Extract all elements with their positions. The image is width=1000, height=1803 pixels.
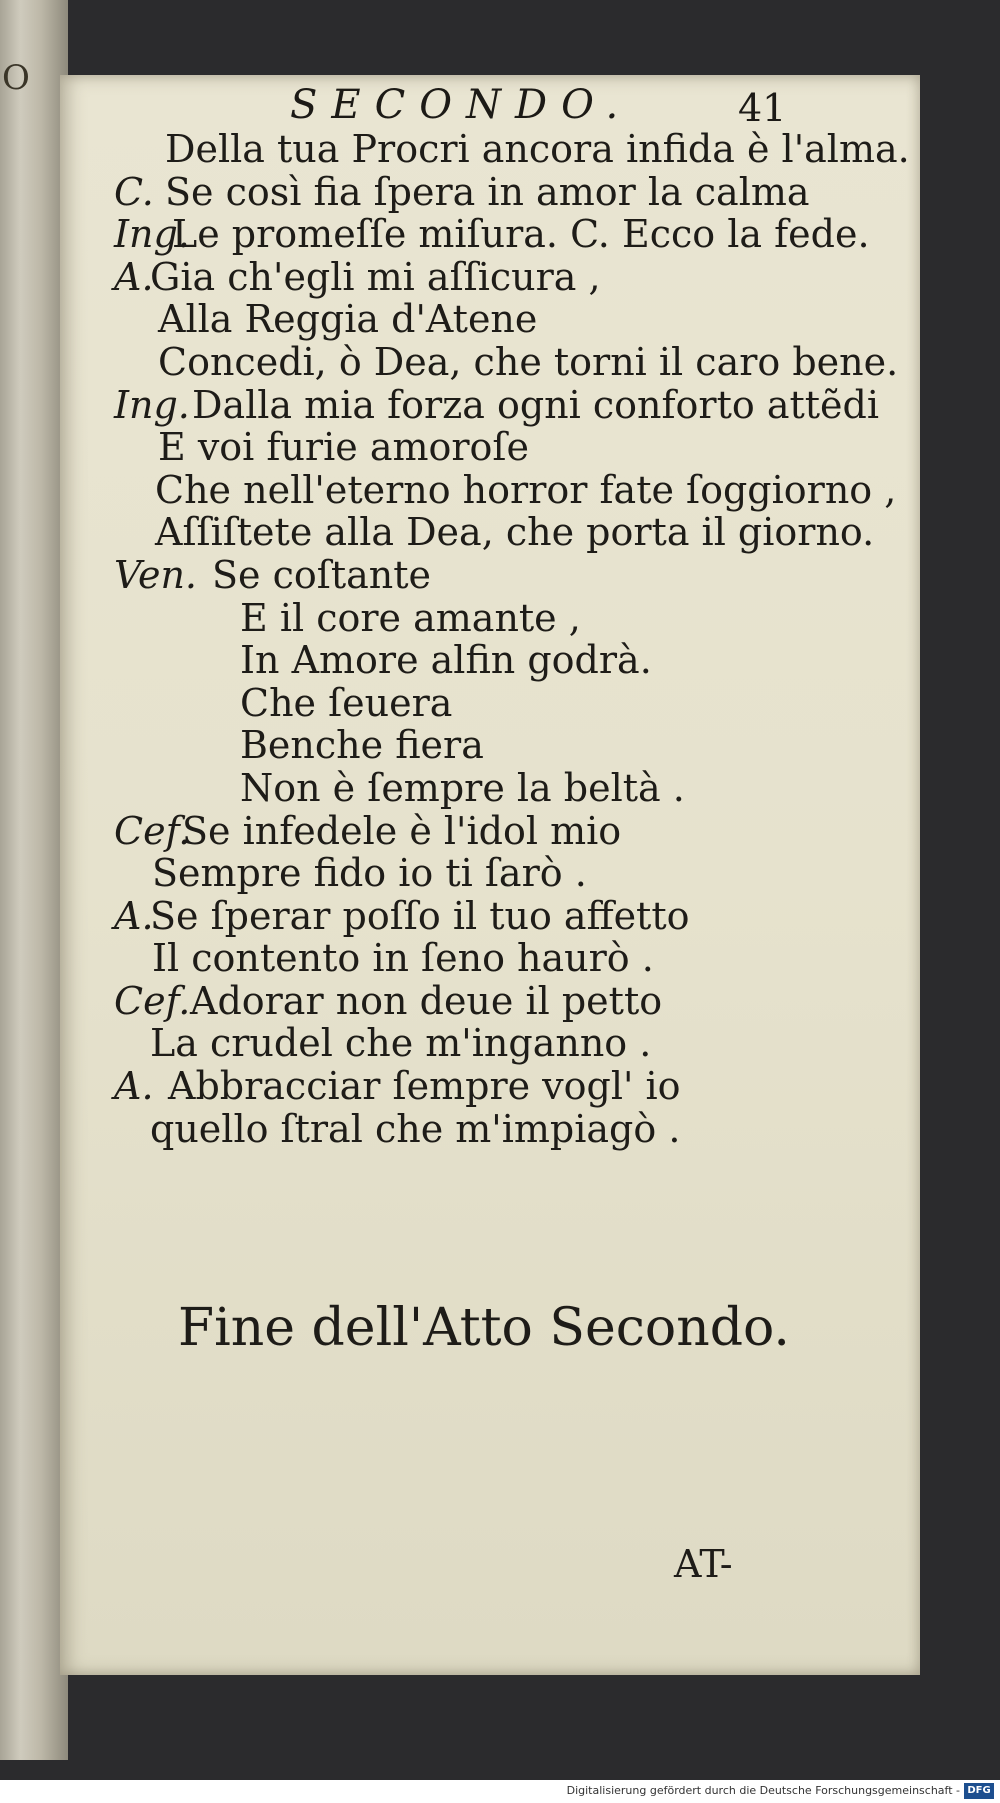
running-head: SECONDO. [290, 82, 633, 128]
verse-text: Che nell'eterno horror fate ſoggiorno , [155, 467, 897, 512]
verse-text: Sempre fido io ti ſarò . [152, 851, 587, 896]
speaker-label: A. [114, 893, 154, 938]
verse-text: Se infedele è l'idol mio [182, 808, 622, 853]
verse-line [0, 341, 900, 384]
verse-line [0, 384, 900, 427]
verse-text: Della tua Procri ancora infida è l'alma. [165, 127, 910, 171]
verse-line [0, 171, 900, 214]
verse-line [0, 1022, 900, 1065]
speaker-label: Cef. [114, 978, 191, 1023]
verse-line [0, 426, 900, 469]
verse-line [0, 298, 900, 341]
verse-line [0, 980, 900, 1023]
verse-text: Dalla mia forza ogni conforto attẽdi [192, 382, 879, 427]
spine-letter: O [2, 58, 30, 98]
verse-line [0, 639, 900, 682]
verse-text: E voi furie amoroſe [158, 425, 529, 470]
verse-line [0, 469, 900, 512]
verse-line [0, 1108, 900, 1151]
speaker-label: Cef. [114, 808, 191, 853]
verse-line [0, 767, 900, 810]
verse-text: Se così fia ſpera in amor la calma [165, 169, 810, 214]
act-end-heading: Fine dell'Atto Secondo. [178, 1298, 790, 1358]
verse-line [0, 1065, 900, 1108]
verse-text: Alla Reggia d'Atene [158, 297, 538, 342]
verse-text: Gia ch'egli mi aſſicura , [150, 254, 601, 299]
verse-text: Adorar non deue il petto [190, 978, 663, 1023]
catchword: AT- [674, 1542, 733, 1586]
speaker-label: C. [114, 169, 154, 214]
verse-text: Se coſtante [212, 552, 431, 597]
verse-line [0, 852, 900, 895]
speaker-label: Ven. [114, 552, 197, 597]
verse-block [0, 127, 910, 1151]
verse-line [0, 724, 900, 767]
verse-text: Le promeſſe miſura. C. Ecco la fede. [172, 212, 870, 257]
verse-text: quello ſtral che m'impiagò . [150, 1106, 681, 1151]
verse-text: E il core amante , [240, 595, 581, 640]
verse-line [0, 597, 900, 640]
verse-text: Non è ſempre la beltà . [240, 765, 685, 810]
verse-text: Che ſeuera [240, 680, 453, 725]
digitization-footer [0, 1780, 1000, 1803]
verse-line [0, 682, 900, 725]
funding-credit: Digitalisierung gefördert durch die Deutsche Forschungsgemeinschaft - [566, 1784, 960, 1797]
verse-text: Il contento in ſeno haurò . [152, 936, 654, 981]
speaker-label: Ing. [114, 382, 190, 427]
page-number: 41 [738, 86, 787, 130]
verse-line [0, 213, 900, 256]
speaker-label: A. [114, 254, 154, 299]
speaker-label: Ing. [114, 212, 190, 257]
verse-text: Benche fiera [240, 723, 484, 768]
verse-line [0, 810, 900, 853]
dfg-logo: DFG [964, 1783, 994, 1799]
verse-text: In Amore alfin godrà. [240, 638, 652, 683]
verse-text: Concedi, ò Dea, che torni il caro bene. [158, 339, 899, 384]
verse-line [0, 256, 900, 299]
verse-line [0, 895, 900, 938]
verse-line [0, 554, 900, 597]
verse-text: Aſſiſtete alla Dea, che porta il giorno. [155, 510, 875, 555]
verse-line [0, 511, 900, 554]
verse-line [0, 937, 900, 980]
verse-text: Se ſperar poſſo il tuo affetto [150, 893, 690, 938]
verse-text: La crudel che m'inganno . [150, 1021, 652, 1066]
speaker-label: A. [114, 1064, 154, 1109]
verse-line [0, 127, 910, 171]
verse-text: Abbracciar ſempre vogl' io [168, 1064, 681, 1109]
